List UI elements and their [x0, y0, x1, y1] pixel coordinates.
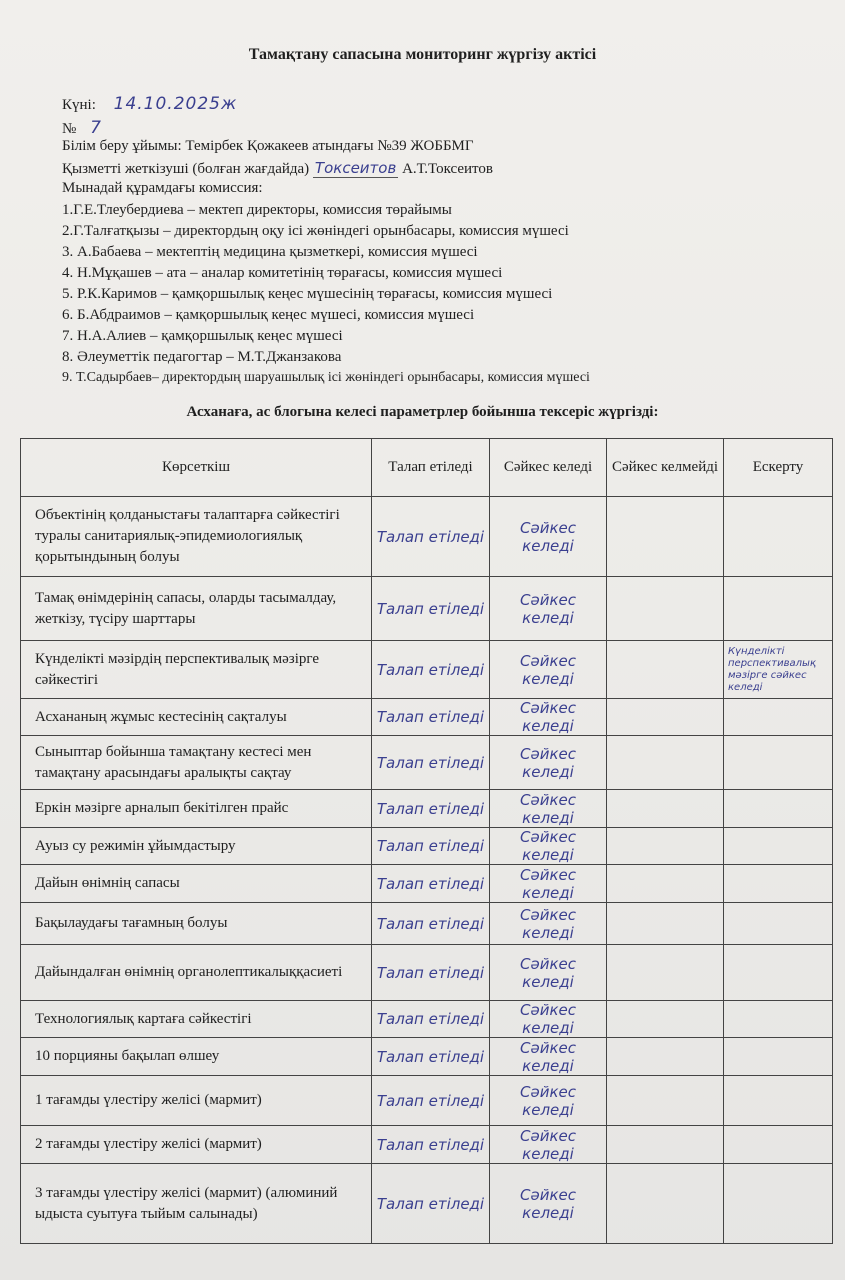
commission-member: 2.Г.Талғатқызы – директордың оқу ісі жөніндегі орынбасары, комиссия мүшесі: [62, 223, 569, 239]
indicator-cell: Бақылаудағы тағамның болуы: [21, 903, 372, 945]
date-value: 14.10.2025ж: [113, 94, 238, 114]
note-cell: [724, 865, 833, 903]
nomatch-cell: [607, 1126, 724, 1164]
note-cell: [724, 497, 833, 577]
number-line: [62, 118, 102, 138]
indicator-cell: Ауыз су режимін ұйымдастыру: [21, 828, 372, 865]
commission-member: 9. Т.Садырбаев– директордың шаруашылық ісі жөніндегі орынбасары, комиссия мүшесі: [62, 370, 590, 385]
date-label: Күні:: [62, 97, 96, 113]
note-cell: [724, 736, 833, 790]
required-cell: Талап етіледі: [372, 903, 490, 945]
note-cell: [724, 945, 833, 1001]
indicator-cell: 2 тағамды үлестіру желісі (мармит): [21, 1126, 372, 1164]
table-header-row: [21, 439, 833, 497]
header-required: Талап етіледі: [372, 439, 490, 497]
commission-member: 1.Г.Е.Тлеубердиева – мектеп директоры, комиссия төрайымы: [62, 202, 452, 218]
commission-member: 4. Н.Мұқашев – ата – аналар комитетінің төрағасы, комиссия мүшесі: [62, 265, 503, 281]
commission-member: 7. Н.А.Алиев – қамқоршылық кеңес мүшесі: [62, 328, 343, 344]
match-cell: Сәйкес келеді: [490, 1164, 607, 1244]
required-cell: Талап етіледі: [372, 865, 490, 903]
indicator-cell: Сыныптар бойынша тамақтану кестесі мен тамақтану арасындағы аралықты сақтау: [21, 736, 372, 790]
match-cell: Сәйкес келеді: [490, 699, 607, 736]
nomatch-cell: [607, 577, 724, 641]
required-cell: Талап етіледі: [372, 1164, 490, 1244]
table-row: [21, 1164, 833, 1244]
header-match: Сәйкес келеді: [490, 439, 607, 497]
match-cell: Сәйкес келеді: [490, 1038, 607, 1076]
indicator-cell: Еркін мәзірге арналып бекітілген прайс: [21, 790, 372, 828]
header-indicator: Көрсеткіш: [21, 439, 372, 497]
match-cell: Сәйкес келеді: [490, 790, 607, 828]
table-row: [21, 497, 833, 577]
required-cell: Талап етіледі: [372, 945, 490, 1001]
note-cell: [724, 1038, 833, 1076]
note-cell: [724, 828, 833, 865]
required-cell: Талап етіледі: [372, 1076, 490, 1126]
match-cell: Сәйкес келеді: [490, 828, 607, 865]
commission-member: 5. Р.К.Каримов – қамқоршылық кеңес мүшесінің төрағасы, комиссия мүшесі: [62, 286, 553, 302]
note-cell: [724, 577, 833, 641]
nomatch-cell: [607, 790, 724, 828]
indicator-cell: 1 тағамды үлестіру желісі (мармит): [21, 1076, 372, 1126]
table-row: [21, 736, 833, 790]
note-cell: [724, 1126, 833, 1164]
section-subtitle: Асханаға, ас блогына келесі параметрлер бойынша тексеріс жүргізді:: [186, 404, 659, 420]
nomatch-cell: [607, 1076, 724, 1126]
note-cell: [724, 1076, 833, 1126]
header-note: Ескерту: [724, 439, 833, 497]
commission-member: 6. Б.Абдраимов – қамқоршылық кеңес мүшесі, комиссия мүшесі: [62, 307, 475, 323]
nomatch-cell: [607, 865, 724, 903]
table-row: [21, 828, 833, 865]
note-cell: Күнделікті перспективалық мәзірге сәйкес келеді: [724, 641, 833, 699]
table-row: [21, 865, 833, 903]
indicator-cell: Дайын өнімнің сапасы: [21, 865, 372, 903]
table-row: [21, 1038, 833, 1076]
note-cell: [724, 1001, 833, 1038]
note-cell: [724, 1164, 833, 1244]
supplier-label: Қызметті жеткізуші (болған жағдайда): [62, 161, 310, 177]
required-cell: Талап етіледі: [372, 828, 490, 865]
commission-member: 3. А.Бабаева – мектептің медицина қызметкері, комиссия мүшесі: [62, 244, 478, 260]
required-cell: Талап етіледі: [372, 1126, 490, 1164]
note-cell: [724, 903, 833, 945]
nomatch-cell: [607, 497, 724, 577]
indicator-cell: Технологиялық картаға сәйкестігі: [21, 1001, 372, 1038]
nomatch-cell: [607, 699, 724, 736]
commission-member: 8. Әлеуметтік педагогтар – М.Т.Джанзакова: [62, 349, 342, 365]
table-row: [21, 577, 833, 641]
note-cell: [724, 790, 833, 828]
table-row: [21, 903, 833, 945]
indicator-cell: 3 тағамды үлестіру желісі (мармит) (алюминий ыдыста суытуға тыйым салынады): [21, 1164, 372, 1244]
required-cell: Талап етіледі: [372, 497, 490, 577]
table-row: [21, 699, 833, 736]
indicator-cell: Объектінің қолданыстағы талаптарға сәйкестігі туралы санитариялық-эпидемиологиялық қорытындының болуы: [21, 497, 372, 577]
supplier-signature: Токсеитов: [314, 159, 397, 177]
indicator-cell: 10 порцияны бақылап өлшеу: [21, 1038, 372, 1076]
match-cell: Сәйкес келеді: [490, 903, 607, 945]
inspection-table: [20, 438, 833, 1244]
indicator-cell: Асхананың жұмыс кестесінің сақталуы: [21, 699, 372, 736]
table-row: [21, 1001, 833, 1038]
organization-line: Білім беру ұйымы: Темірбек Қожакеев атындағы №39 ЖОББМГ: [62, 138, 474, 154]
match-cell: Сәйкес келеді: [490, 736, 607, 790]
nomatch-cell: [607, 903, 724, 945]
nomatch-cell: [607, 641, 724, 699]
nomatch-cell: [607, 828, 724, 865]
header-nomatch: Сәйкес келмейді: [607, 439, 724, 497]
supplier-name: А.Т.Токсеитов: [402, 161, 493, 177]
document-title: Тамақтану сапасына мониторинг жүргізу актісі: [248, 46, 597, 63]
nomatch-cell: [607, 736, 724, 790]
number-value: 7: [90, 118, 102, 138]
required-cell: Талап етіледі: [372, 736, 490, 790]
nomatch-cell: [607, 945, 724, 1001]
table-row: [21, 945, 833, 1001]
number-label: №: [62, 121, 77, 137]
match-cell: Сәйкес келеді: [490, 865, 607, 903]
required-cell: Талап етіледі: [372, 577, 490, 641]
nomatch-cell: [607, 1001, 724, 1038]
required-cell: Талап етіледі: [372, 699, 490, 736]
supplier-line: [62, 159, 493, 178]
match-cell: Сәйкес келеді: [490, 1001, 607, 1038]
date-line: [62, 94, 237, 114]
required-cell: Талап етіледі: [372, 1038, 490, 1076]
match-cell: Сәйкес келеді: [490, 641, 607, 699]
match-cell: Сәйкес келеді: [490, 497, 607, 577]
required-cell: Талап етіледі: [372, 1001, 490, 1038]
table-row: [21, 1076, 833, 1126]
table-row: [21, 1126, 833, 1164]
table-row: [21, 641, 833, 699]
table-row: [21, 790, 833, 828]
indicator-cell: Тамақ өнімдерінің сапасы, оларды тасымалдау, жеткізу, түсіру шарттары: [21, 577, 372, 641]
commission-label: Мынадай құрамдағы комиссия:: [62, 180, 263, 196]
match-cell: Сәйкес келеді: [490, 945, 607, 1001]
match-cell: Сәйкес келеді: [490, 1126, 607, 1164]
match-cell: Сәйкес келеді: [490, 577, 607, 641]
match-cell: Сәйкес келеді: [490, 1076, 607, 1126]
nomatch-cell: [607, 1038, 724, 1076]
indicator-cell: Дайындалған өнімнің органолептикалыққасиеті: [21, 945, 372, 1001]
nomatch-cell: [607, 1164, 724, 1244]
indicator-cell: Күнделікті мәзірдің перспективалық мәзірге сәйкестігі: [21, 641, 372, 699]
note-cell: [724, 699, 833, 736]
required-cell: Талап етіледі: [372, 790, 490, 828]
required-cell: Талап етіледі: [372, 641, 490, 699]
